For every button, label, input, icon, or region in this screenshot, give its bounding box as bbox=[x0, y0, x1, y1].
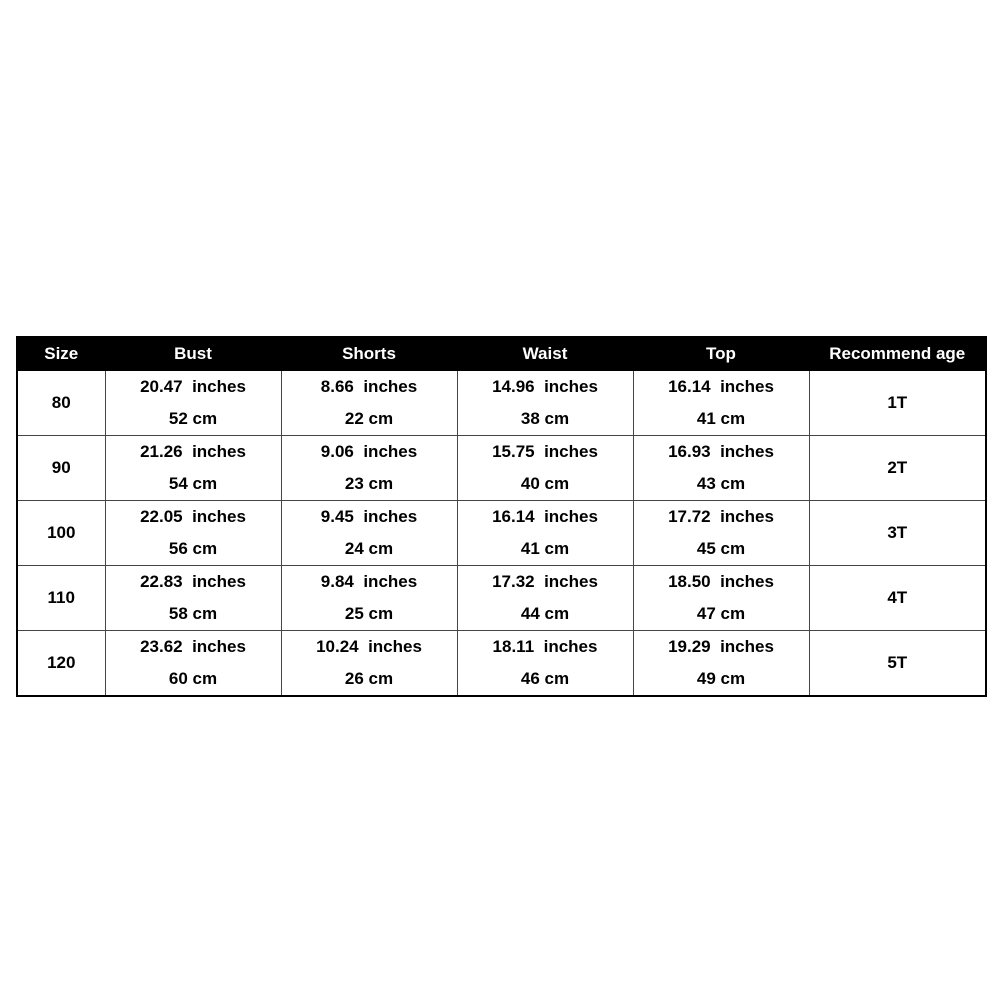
waist-cm: 46 cm bbox=[520, 669, 570, 688]
bust-cell bbox=[105, 436, 281, 501]
header-size: Size bbox=[17, 337, 105, 371]
bust-cm: 56 cm bbox=[168, 539, 218, 558]
shorts-cell bbox=[281, 501, 457, 566]
size-cell: 110 bbox=[17, 566, 105, 631]
top-inches: 18.50 inches bbox=[668, 572, 774, 591]
top-inches: 17.72 inches bbox=[668, 507, 774, 526]
shorts-cm: 23 cm bbox=[344, 474, 394, 493]
table-row bbox=[17, 436, 986, 501]
bust-inches: 20.47 inches bbox=[140, 377, 246, 396]
waist-inches: 16.14 inches bbox=[492, 507, 598, 526]
top-cell bbox=[633, 631, 809, 697]
shorts-cell bbox=[281, 631, 457, 697]
header-waist: Waist bbox=[457, 337, 633, 371]
shorts-cell bbox=[281, 371, 457, 436]
size-cell: 120 bbox=[17, 631, 105, 697]
header-row bbox=[17, 337, 986, 371]
top-cm: 43 cm bbox=[696, 474, 746, 493]
bust-inches: 22.83 inches bbox=[140, 572, 246, 591]
bust-cell bbox=[105, 631, 281, 697]
age-cell: 4T bbox=[809, 566, 986, 631]
bust-inches: 22.05 inches bbox=[140, 507, 246, 526]
bust-cell bbox=[105, 501, 281, 566]
table-row bbox=[17, 631, 986, 697]
bust-cm: 54 cm bbox=[168, 474, 218, 493]
top-cm: 47 cm bbox=[696, 604, 746, 623]
table-row bbox=[17, 501, 986, 566]
size-cell: 90 bbox=[17, 436, 105, 501]
top-cell bbox=[633, 436, 809, 501]
shorts-cm: 25 cm bbox=[344, 604, 394, 623]
size-chart-table bbox=[16, 336, 987, 697]
shorts-cm: 24 cm bbox=[344, 539, 394, 558]
table-body bbox=[17, 371, 986, 697]
top-cell bbox=[633, 501, 809, 566]
top-inches: 19.29 inches bbox=[668, 637, 774, 656]
shorts-cell bbox=[281, 566, 457, 631]
age-cell: 2T bbox=[809, 436, 986, 501]
size-cell: 100 bbox=[17, 501, 105, 566]
bust-inches: 23.62 inches bbox=[140, 637, 246, 656]
shorts-cm: 22 cm bbox=[344, 409, 394, 428]
table-row bbox=[17, 371, 986, 436]
top-cm: 41 cm bbox=[696, 409, 746, 428]
waist-cm: 41 cm bbox=[520, 539, 570, 558]
waist-cm: 40 cm bbox=[520, 474, 570, 493]
top-inches: 16.14 inches bbox=[668, 377, 774, 396]
top-cell bbox=[633, 371, 809, 436]
top-cell bbox=[633, 566, 809, 631]
shorts-cm: 26 cm bbox=[344, 669, 394, 688]
shorts-inches: 9.84 inches bbox=[320, 572, 418, 591]
size-cell: 80 bbox=[17, 371, 105, 436]
waist-cell bbox=[457, 631, 633, 697]
bust-cm: 60 cm bbox=[168, 669, 218, 688]
waist-inches: 18.11 inches bbox=[492, 637, 598, 656]
age-cell: 3T bbox=[809, 501, 986, 566]
header-top: Top bbox=[633, 337, 809, 371]
age-cell: 5T bbox=[809, 631, 986, 697]
waist-inches: 15.75 inches bbox=[492, 442, 598, 461]
header-shorts: Shorts bbox=[281, 337, 457, 371]
bust-cell bbox=[105, 566, 281, 631]
bust-inches: 21.26 inches bbox=[140, 442, 246, 461]
top-inches: 16.93 inches bbox=[668, 442, 774, 461]
shorts-inches: 10.24 inches bbox=[316, 637, 422, 656]
waist-cm: 38 cm bbox=[520, 409, 570, 428]
shorts-inches: 9.45 inches bbox=[320, 507, 418, 526]
waist-cell bbox=[457, 566, 633, 631]
header-recommend-age: Recommend age bbox=[809, 337, 986, 371]
waist-cell bbox=[457, 436, 633, 501]
top-cm: 49 cm bbox=[696, 669, 746, 688]
waist-cell bbox=[457, 371, 633, 436]
waist-cm: 44 cm bbox=[520, 604, 570, 623]
waist-inches: 14.96 inches bbox=[492, 377, 598, 396]
header-bust: Bust bbox=[105, 337, 281, 371]
shorts-inches: 9.06 inches bbox=[320, 442, 418, 461]
shorts-inches: 8.66 inches bbox=[320, 377, 418, 396]
waist-cell bbox=[457, 501, 633, 566]
shorts-cell bbox=[281, 436, 457, 501]
bust-cm: 52 cm bbox=[168, 409, 218, 428]
table-row bbox=[17, 566, 986, 631]
bust-cm: 58 cm bbox=[168, 604, 218, 623]
age-cell: 1T bbox=[809, 371, 986, 436]
table-header bbox=[17, 337, 986, 371]
waist-inches: 17.32 inches bbox=[492, 572, 598, 591]
top-cm: 45 cm bbox=[696, 539, 746, 558]
bust-cell bbox=[105, 371, 281, 436]
